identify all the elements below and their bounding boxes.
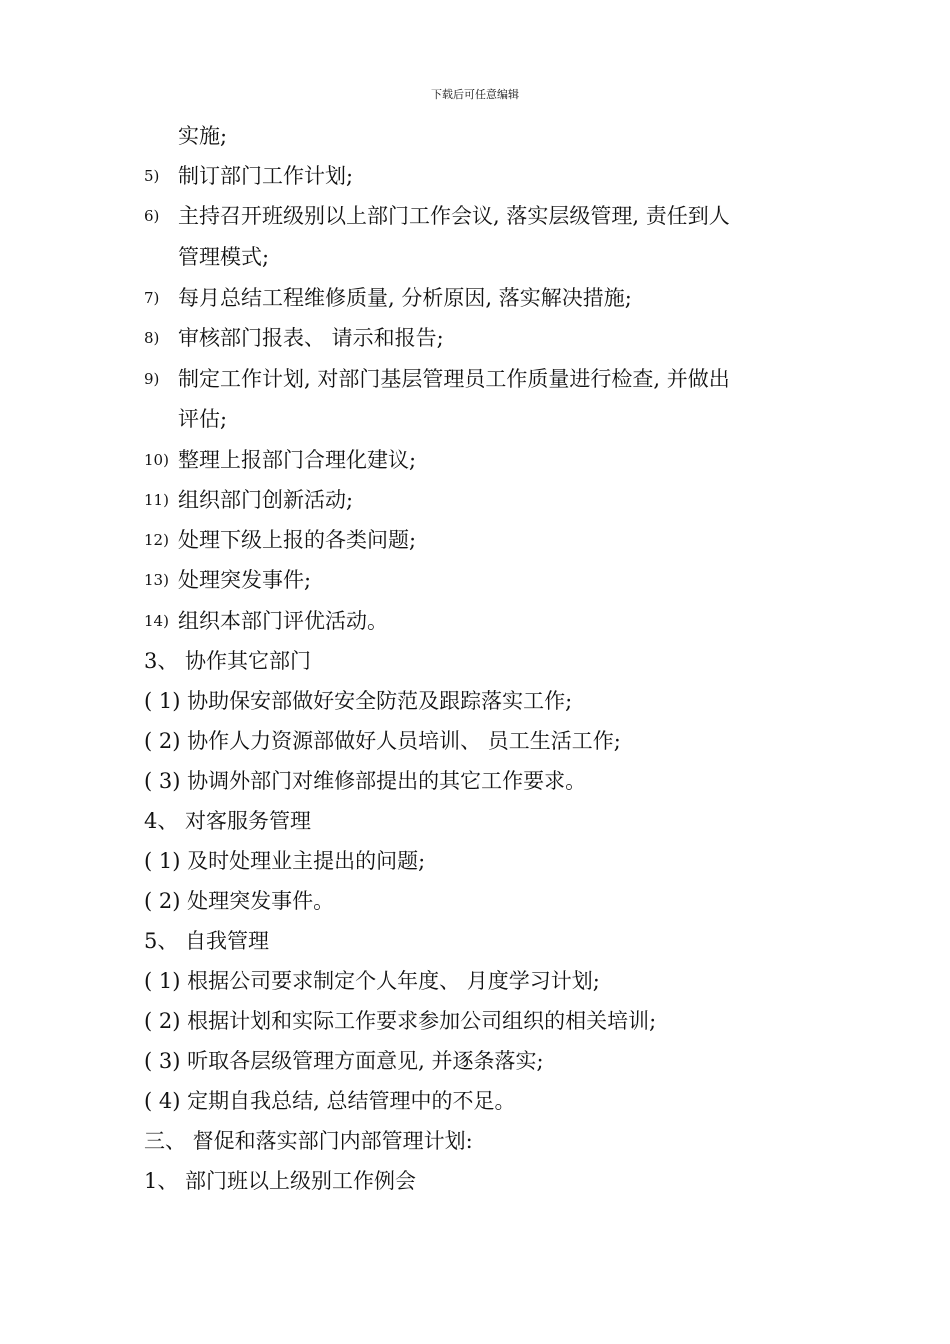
section-heading: 1、 部门班以上级别工作例会 [144, 1169, 417, 1193]
text-line: 处理下级上报的各类问题; [178, 528, 417, 552]
item-number: 14) [144, 612, 169, 630]
item-number: 11) [144, 491, 169, 509]
text-line: 处理突发事件; [178, 568, 312, 592]
item-number: 6) [144, 207, 160, 225]
text-line: 实施; [178, 124, 228, 148]
text-line: 主持召开班级别以上部门工作会议, 落实层级管理, 责任到人 [178, 204, 730, 228]
text-line: ( 2) 协作人力资源部做好人员培训、 员工生活工作; [144, 729, 621, 753]
text-line: 制订部门工作计划; [178, 164, 354, 188]
item-number: 12) [144, 531, 169, 549]
section-heading: 3、 协作其它部门 [144, 649, 312, 673]
item-number: 8) [144, 329, 160, 347]
text-line: 每月总结工程维修质量, 分析原因, 落实解决措施; [178, 286, 632, 310]
item-number: 13) [144, 571, 169, 589]
page-header: 下载后可任意编辑 [431, 88, 519, 101]
section-heading: 5、 自我管理 [144, 929, 270, 953]
text-line: ( 3) 听取各层级管理方面意见, 并逐条落实; [144, 1049, 544, 1073]
text-line: 组织本部门评优活动。 [178, 609, 388, 633]
section-heading: 三、 督促和落实部门内部管理计划: [144, 1129, 473, 1153]
text-line: 整理上报部门合理化建议; [178, 448, 417, 472]
text-line: 管理模式; [178, 245, 270, 269]
item-number: 7) [144, 289, 160, 307]
text-line: 评估; [178, 407, 228, 431]
text-line: ( 1) 协助保安部做好安全防范及跟踪落实工作; [144, 689, 573, 713]
text-line: 组织部门创新活动; [178, 488, 354, 512]
text-line: ( 3) 协调外部门对维修部提出的其它工作要求。 [144, 769, 587, 793]
section-heading: 4、 对客服务管理 [144, 809, 312, 833]
text-line: 审核部门报表、 请示和报告; [178, 326, 444, 350]
text-line: ( 1) 及时处理业主提出的问题; [144, 849, 426, 873]
text-line: ( 2) 根据计划和实际工作要求参加公司组织的相关培训; [144, 1009, 657, 1033]
item-number: 5) [144, 167, 160, 185]
text-line: ( 1) 根据公司要求制定个人年度、 月度学习计划; [144, 969, 600, 993]
text-line: ( 4) 定期自我总结, 总结管理中的不足。 [144, 1089, 516, 1113]
item-number: 10) [144, 451, 169, 469]
text-line: 制定工作计划, 对部门基层管理员工作质量进行检查, 并做出 [178, 367, 730, 391]
item-number: 9) [144, 370, 160, 388]
text-line: ( 2) 处理突发事件。 [144, 889, 335, 913]
